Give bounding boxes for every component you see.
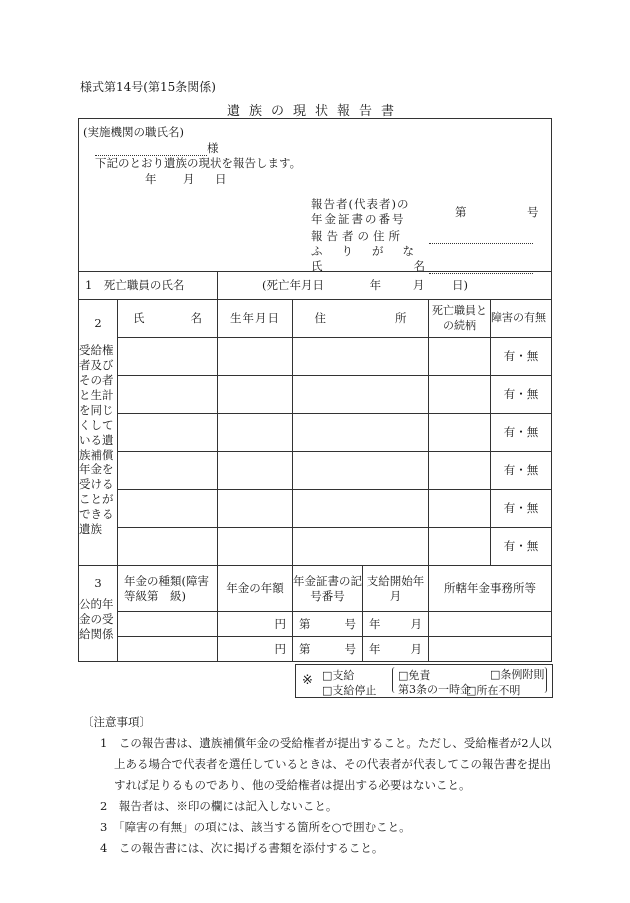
start-year: 年 (369, 616, 381, 631)
furigana-label: ふりがな (311, 244, 433, 258)
col-pension-amount: 年金の年額 (218, 566, 293, 612)
address-label: 報告者の住所 (311, 229, 404, 243)
option-unknown[interactable]: □所在不明 (466, 684, 521, 697)
death-date-year: 年 (369, 278, 382, 293)
option-exempt[interactable]: □免責 (398, 669, 431, 682)
cell-pension-cert[interactable] (293, 637, 363, 662)
table-row[interactable] (79, 452, 552, 490)
report-form-table (78, 118, 552, 662)
section2-label-cell (79, 300, 118, 566)
document-title: 遺族の現状報告書 (226, 104, 403, 119)
table-row[interactable] (79, 338, 552, 376)
cell-pension-type[interactable] (118, 637, 218, 662)
cell-pension-office[interactable] (429, 637, 552, 662)
cell-birth[interactable] (218, 490, 293, 528)
cell-relation[interactable] (429, 376, 491, 414)
cert-gou: 号 (344, 616, 356, 631)
cell-pension-start[interactable] (363, 637, 429, 662)
start-month: 月 (410, 616, 422, 631)
table-row[interactable] (79, 612, 552, 637)
cell-birth[interactable] (218, 528, 293, 566)
agency-label: (実施機関の職氏名) (83, 125, 184, 139)
cell-birth[interactable] (218, 376, 293, 414)
table-row[interactable] (79, 376, 552, 414)
cell-address[interactable] (293, 414, 429, 452)
cell-disability[interactable]: 有・無 (491, 528, 552, 566)
col-name: 氏 名 (118, 300, 218, 338)
cell-birth[interactable] (218, 452, 293, 490)
death-date-day: 日) (451, 278, 468, 293)
death-date-cell[interactable] (218, 272, 552, 300)
cell-name[interactable] (118, 414, 218, 452)
col-pension-cert: 年金証書の記号番号 (293, 566, 363, 612)
cert-suffix: 号 (527, 205, 539, 219)
col-birth: 生年月日 (218, 300, 293, 338)
deceased-name-label: 1 死亡職員の氏名 (79, 272, 218, 300)
cell-disability[interactable]: 有・無 (491, 490, 552, 528)
cell-pension-type[interactable] (118, 612, 218, 637)
name-field[interactable] (429, 260, 533, 274)
start-year: 年 (369, 641, 381, 656)
right-bracket (544, 667, 547, 693)
section3-label-cell (79, 566, 118, 662)
form-number: 様式第14号(第15条関係) (80, 80, 216, 94)
note-item-2: 2 報告者は、※印の欄には記入しないこと。 (100, 799, 338, 813)
table-row[interactable] (79, 637, 552, 662)
cell-address[interactable] (293, 490, 429, 528)
cell-address[interactable] (293, 338, 429, 376)
table-row[interactable] (79, 414, 552, 452)
option-pay[interactable]: □支給 (322, 669, 355, 682)
option-lump[interactable]: □条例附則第3条の一時金 (398, 668, 545, 696)
death-date-label: (死亡年月日 (262, 278, 324, 293)
agency-field[interactable] (95, 142, 207, 156)
cell-pension-start[interactable] (363, 612, 429, 637)
intro-text: 下記のとおり遺族の現状を報告します。 (95, 156, 302, 170)
section2-number: 2 (94, 316, 102, 330)
cell-relation[interactable] (429, 414, 491, 452)
cell-disability[interactable]: 有・無 (491, 376, 552, 414)
cell-relation[interactable] (429, 338, 491, 376)
date-day: 日 (215, 172, 227, 186)
cell-disability[interactable]: 有・無 (491, 338, 552, 376)
cert-dai: 第 (299, 641, 311, 656)
cell-relation[interactable] (429, 490, 491, 528)
cell-address[interactable] (293, 528, 429, 566)
office-use-box (295, 664, 553, 698)
notes-heading: 〔注意事項〕 (82, 715, 151, 729)
cell-disability[interactable]: 有・無 (491, 452, 552, 490)
table-row[interactable] (79, 528, 552, 566)
cell-relation[interactable] (429, 528, 491, 566)
cell-pension-office[interactable] (429, 612, 552, 637)
note-item-4: 4 この報告書には、次に掲げる書類を添付すること。 (100, 841, 384, 855)
note-item-3: 3 「障害の有無」の項には、該当する箇所を○で囲むこと。 (100, 820, 411, 834)
cell-disability[interactable]: 有・無 (491, 414, 552, 452)
cell-name[interactable] (118, 490, 218, 528)
sama-label: 様 (207, 141, 219, 155)
left-bracket (392, 667, 395, 693)
cell-name[interactable] (118, 338, 218, 376)
cell-name[interactable] (118, 452, 218, 490)
cell-birth[interactable] (218, 414, 293, 452)
col-address: 住 所 (293, 300, 429, 338)
col-relation: 死亡職員との続柄 (429, 300, 491, 338)
cell-pension-cert[interactable] (293, 612, 363, 637)
cert-label-1: 報告者(代表者)の (311, 197, 410, 211)
cell-relation[interactable] (429, 452, 491, 490)
date-month: 月 (183, 172, 195, 186)
report-header-cell (79, 119, 552, 272)
date-year: 年 (145, 172, 157, 186)
col-disability: 障害の有無 (491, 300, 552, 338)
cell-name[interactable] (118, 376, 218, 414)
cell-pension-amount[interactable]: 円 (218, 612, 293, 637)
cell-birth[interactable] (218, 338, 293, 376)
office-mark: ※ (302, 673, 313, 688)
address-field[interactable] (429, 230, 533, 244)
col-pension-start: 支給開始年月 (363, 566, 429, 612)
cert-label-2: 年金証書の番号 (311, 212, 406, 226)
section3-label: 公的年金の受給関係 (79, 596, 114, 641)
cell-pension-amount[interactable]: 円 (218, 637, 293, 662)
cell-address[interactable] (293, 452, 429, 490)
cert-gou: 号 (344, 641, 356, 656)
section2-label: 受給権者及びその者と生計を同じくしている遺族補償年金を受けることができる遺族 (79, 342, 114, 537)
death-date-month: 月 (412, 278, 425, 293)
section3-number: 3 (94, 576, 102, 590)
name-label: 氏名 (311, 259, 516, 273)
col-pension-office: 所轄年金事務所等 (429, 566, 552, 612)
cert-dai: 第 (299, 616, 311, 631)
start-month: 月 (410, 641, 422, 656)
col-pension-type: 年金の種類(障害等級第 級) (118, 566, 218, 612)
notes-section (82, 712, 556, 859)
option-stop[interactable]: □支給停止 (322, 684, 377, 697)
table-row[interactable] (79, 490, 552, 528)
cell-name[interactable] (118, 528, 218, 566)
cell-address[interactable] (293, 376, 429, 414)
note-item-1: 1 この報告書は、遺族補償年金の受給権者が提出すること。ただし、受給権者が2人以上ある場合で代表者を選任しているときは、その代表者が代表してこの報告書を提出すれば足りるものであり、他の受給権者は提出する必要はないこと。 (100, 736, 552, 792)
cert-prefix: 第 (455, 205, 467, 219)
